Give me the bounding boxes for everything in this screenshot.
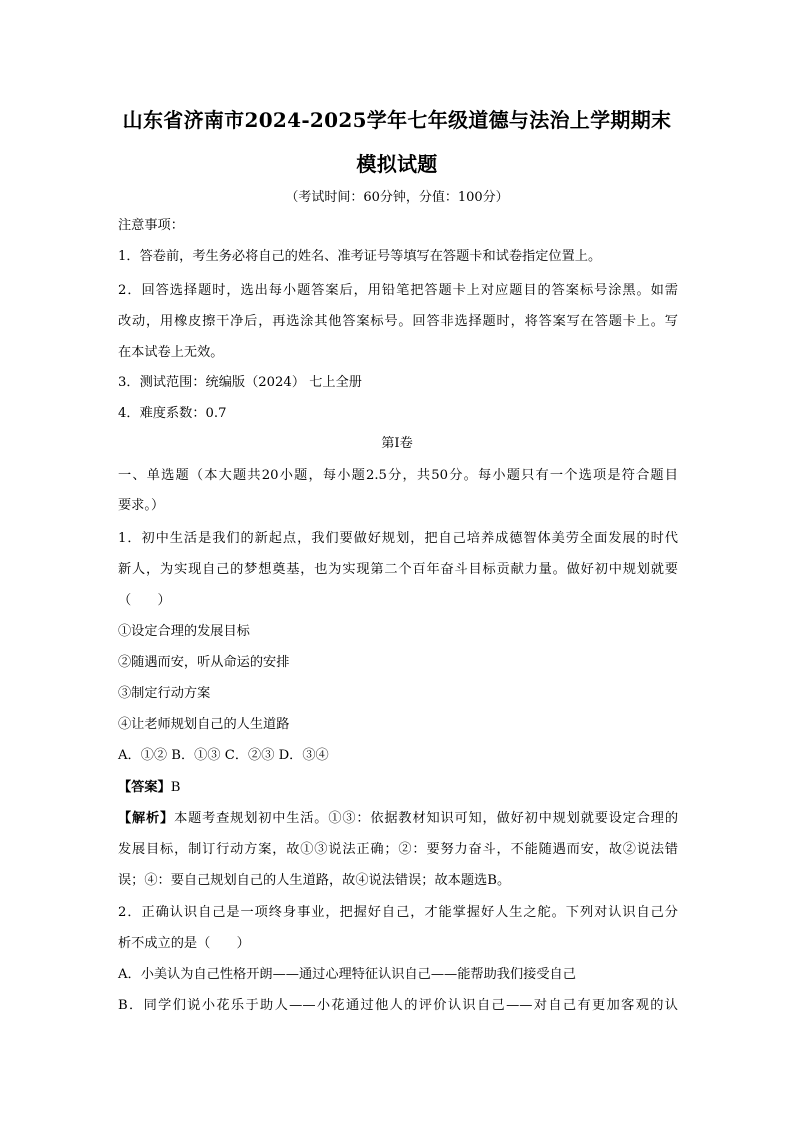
question-2-option-a: A．小美认为自己性格开朗——通过心理特征认识自己——能帮助我们接受自己 <box>118 967 576 982</box>
question-2-option-b: B．同学们说小花乐于助人——小花通过他人的评价认识自己——对自己有更加客观的认 <box>118 998 678 1013</box>
question-1-analysis-line2: 发展目标，制订行动方案，故①③说法正确；②：要努力奋斗，不能随遇而安，故②说法错 <box>118 842 678 857</box>
question-1-option-4: ④让老师规划自己的人生道路 <box>118 717 290 732</box>
exam-time-score: （考试时间：60分钟，分值：100分） <box>285 190 509 205</box>
exam-title-line2: 模拟试题 <box>356 152 438 176</box>
note-item-3: 3．测试范围：统编版（2024） 七上全册 <box>118 375 362 390</box>
notes-heading: 注意事项： <box>118 218 184 233</box>
question-1-answer <box>118 779 678 797</box>
section-heading-line1: 一、单选题（本大题共20小题，每小题2.5分，共50分。每小题只有一个选项是符合题目 <box>118 468 678 483</box>
question-1-option-2: ②随遇而安，听从命运的安排 <box>118 655 290 670</box>
note-item-2-line1: 2．回答选择题时，选出每小题答案后，用铅笔把答题卡上对应题目的答案标号涂黑。如需 <box>118 283 678 298</box>
question-1-analysis-line1 <box>118 810 678 828</box>
note-item-2-line3: 在本试卷上无效。 <box>118 345 224 360</box>
section-heading-line2: 要求。） <box>118 498 165 513</box>
volume-label: 第Ⅰ卷 <box>381 436 413 451</box>
question-1-option-1: ①设定合理的发展目标 <box>118 624 250 639</box>
answer-value: B <box>170 780 181 795</box>
answer-tag: 【答案】 <box>118 780 171 795</box>
question-1-stem-line2: 新人，为实现自己的梦想奠基，也为实现第二个百年奋斗目标贡献力量。做好初中规划就要 <box>118 562 678 577</box>
question-1-stem-line3: （ ） <box>118 593 171 608</box>
question-2-stem-line2: 析不成立的是（ ） <box>118 936 250 951</box>
analysis-tag: 【解析】 <box>118 811 175 826</box>
note-item-4: 4．难度系数：0.7 <box>118 406 227 421</box>
analysis-text-line1: 本题考查规划初中生活。①③：依据教材知识可知，做好初中规划就要设定合理的 <box>174 811 678 826</box>
question-1-stem-line1: 1．初中生活是我们的新起点，我们要做好规划，把自己培养成德智体美劳全面发展的时代 <box>118 531 678 546</box>
note-item-1: 1．答卷前，考生务必将自己的姓名、准考证号等填写在答题卡和试卷指定位置上。 <box>118 249 602 264</box>
question-1-option-3: ③制定行动方案 <box>118 686 211 701</box>
note-item-2-line2: 改动，用橡皮擦干净后，再选涂其他答案标号。回答非选择题时，将答案写在答题卡上。写 <box>118 314 678 329</box>
question-1-choices: A．①② B．①③ C．②③ D．③④ <box>118 748 329 763</box>
exam-title-line1: 山东省济南市2024-2025学年七年级道德与法治上学期期末 <box>122 108 672 132</box>
question-2-stem-line1: 2．正确认识自己是一项终身事业，把握好自己，才能掌握好人生之舵。下列对认识自己分 <box>118 905 678 920</box>
question-1-analysis-line3: 误；④：要自己规划自己的人生道路，故④说法错误；故本题选B。 <box>118 873 511 888</box>
